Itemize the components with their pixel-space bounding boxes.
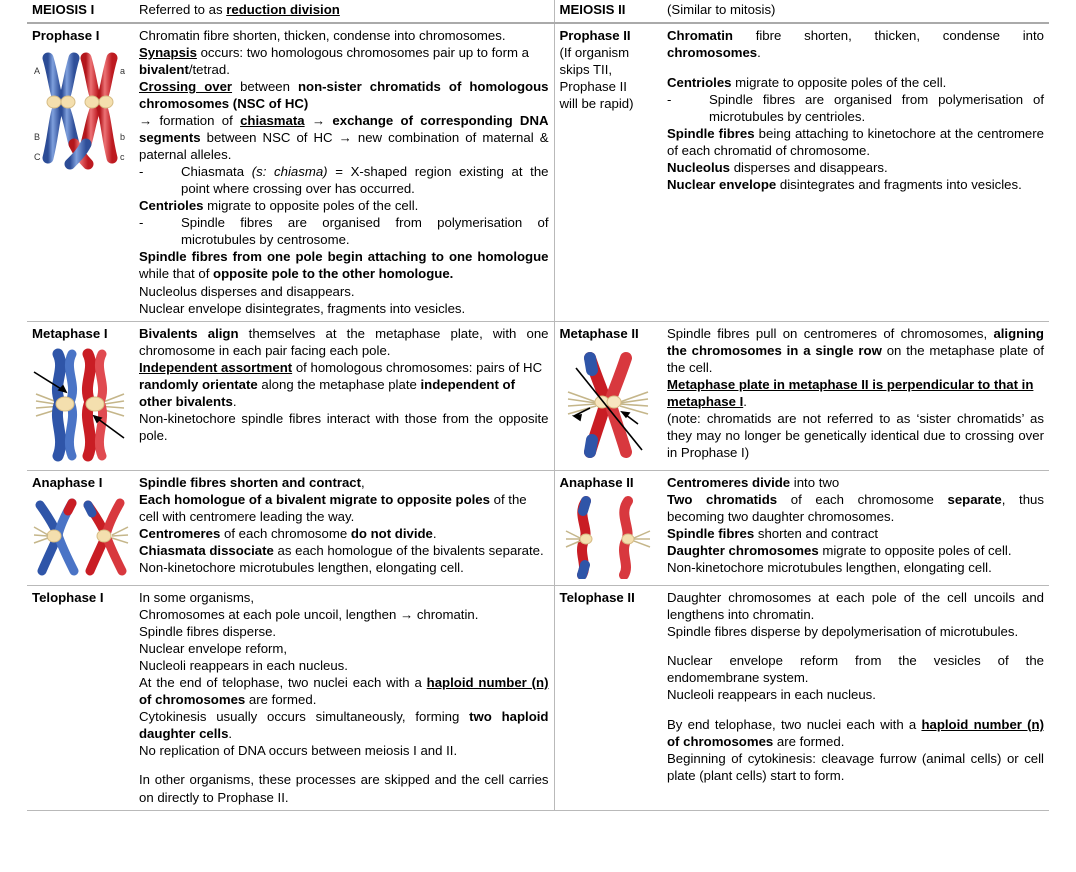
anaphase-ii-label: Anaphase II [559, 474, 634, 490]
prophase-ii-description-cell [662, 23, 1049, 321]
prophase-i-description-cell [134, 23, 554, 321]
telophase-ii-line-6: By end telophase, two nuclei each with a haploid number (n) of chromosomes are formed. [667, 716, 1044, 749]
telophase-i-line-1: Chromosomes at each pole uncoil, lengthen → chromatin. [139, 606, 479, 622]
header-meiosis-i-sub-cell [134, 0, 554, 23]
prophase-ii-line-0: Chromatin fibre shorten, thicken, condense into chromosomes. [667, 28, 1044, 61]
telophase-ii-description-cell [662, 585, 1049, 810]
anaphase-i-phase-cell [27, 470, 134, 585]
table-row-prophase [27, 23, 1049, 321]
svg-text:a: a [120, 66, 126, 77]
metaphase-ii-line-0: Spindle fibres pull on centromeres of chromosomes, aligning the chromosomes in a single row on the metaphase plate of the cell. [667, 325, 1044, 375]
telophase-i-blank-8 [139, 759, 549, 772]
telophase-ii-blank-2 [667, 640, 1044, 653]
dash-bullet-icon: - [139, 164, 144, 180]
prophase-i-line-9: Nuclear envelope disintegrates, fragments into vesicles. [139, 300, 466, 316]
prophase-ii-line-5: Nucleolus disperses and disappears. [667, 159, 888, 175]
meiosis-comparison-table [27, 0, 1049, 811]
anaphase-ii-line-4: Non-kinetochore microtubules lengthen, elongating cell. [667, 559, 992, 575]
prophase-i-line-6: - Spindle fibres are organised from polymerisation of microtubules by centrosome. [139, 215, 549, 248]
metaphase-i-line-1: Independent assortment of homologous chromosomes: pairs of HC randomly orientate along the metaphase plate independent of other bivalents. [139, 359, 543, 409]
table-header-row [27, 0, 1049, 23]
prophase-i-label: Prophase I [32, 28, 100, 44]
metaphase-ii-line-2: (note: chromatids are not referred to as ‘sister chromatids’ as they may no longer be genetically identical due to crossing over in Prophase I) [667, 410, 1044, 460]
telophase-i-line-3: Nuclear envelope reform, [139, 640, 288, 656]
anaphase-i-line-4: Non-kinetochore microtubules lengthen, elongating cell. [139, 559, 464, 575]
table-row-anaphase [27, 470, 1049, 585]
anaphase-ii-line-3: Daughter chromosomes migrate to opposite poles of cell. [667, 542, 1012, 558]
telophase-i-line-5: At the end of telophase, two nuclei each with a haploid number (n) of chromosomes are formed. [139, 674, 549, 707]
prophase-i-line-4: - Chiasmata (s: chiasma) = X-shaped region existing at the point where crossing over has occurred. [139, 164, 549, 197]
metaphase-ii-label: Metaphase II [559, 325, 639, 341]
prophase-ii-label: Prophase II [559, 28, 631, 44]
telophase-ii-line-1: Spindle fibres disperse by depolymerisation of microtubules. [667, 623, 1019, 639]
svg-text:B: B [34, 132, 41, 143]
metaphase-i-label: Metaphase I [32, 325, 108, 341]
prophase-i-sublist-2 [139, 214, 549, 248]
header-meiosis-ii-title-cell [554, 0, 662, 23]
prophase-i-line-3: → formation of chiasmata → exchange of corresponding DNA segments between NSC of HC → new combination of maternal & paternal alleles. [139, 113, 549, 163]
prophase-ii-line-3: - Spindle fibres are organised from polymerisation of microtubules by centrioles. [667, 91, 1044, 124]
metaphase-i-phase-cell [27, 321, 134, 470]
prophase-ii-sublist-1 [667, 91, 1044, 125]
anaphase-i-homologues-diagram [32, 495, 129, 579]
telophase-i-line-9: In other organisms, these processes are skipped and the cell carries on directly to Prophase II. [139, 772, 549, 805]
prophase-i-line-0: Chromatin fibre shorten, thicken, condense into chromosomes. [139, 28, 506, 44]
anaphase-ii-chromatids-diagram [560, 495, 658, 579]
anaphase-ii-line-0: Centromeres divide into two [667, 474, 840, 490]
telophase-ii-line-4: Nucleoli reappears in each nucleus. [667, 687, 876, 703]
prophase-ii-note: (If organism skips TII, Prophase II will be rapid) [559, 45, 634, 112]
prophase-ii-line-4: Spindle fibres being attaching to kinetochore at the centromere of each chromatid of chromosome. [667, 125, 1044, 158]
anaphase-i-description-cell [134, 470, 554, 585]
anaphase-i-line-2: Centromeres of each chromosome do not divide. [139, 525, 437, 541]
telophase-ii-line-3: Nuclear envelope reform from the vesicles of the endomembrane system. [667, 653, 1044, 686]
telophase-i-line-6: Cytokinesis usually occurs simultaneously, forming two haploid daughter cells. [139, 708, 549, 741]
anaphase-i-line-0: Spindle fibres shorten and contract, [139, 474, 365, 490]
metaphase-ii-line-1: Metaphase plate in metaphase II is perpendicular to that in metaphase I. [667, 376, 1034, 409]
anaphase-i-label: Anaphase I [32, 474, 103, 490]
prophase-i-phase-cell [27, 23, 134, 321]
anaphase-ii-line-1: Two chromatids of each chromosome separate, thus becoming two daughter chromosomes. [667, 491, 1044, 524]
table-row-telophase [27, 585, 1049, 810]
telophase-ii-phase-cell [554, 585, 662, 810]
prophase-i-line-2: Crossing over between non-sister chromatids of homologous chromosomes (NSC of HC) [139, 79, 549, 112]
prophase-i-line-7: Spindle fibres from one pole begin attaching to one homologue while that of opposite pole to the other homologue. [139, 249, 549, 282]
prophase-ii-phase-cell [554, 23, 662, 321]
anaphase-ii-phase-cell [554, 470, 662, 585]
svg-text:C: C [34, 152, 41, 163]
telophase-i-line-2: Spindle fibres disperse. [139, 623, 277, 639]
metaphase-i-line-2: Non-kinetochore spindle fibres interact with those from the opposite pole. [139, 410, 549, 443]
prophase-ii-blank-1 [667, 61, 1044, 74]
dash-bullet-icon: - [139, 215, 144, 231]
prophase-ii-line-6: Nuclear envelope disintegrates and fragments into vesicles. [667, 176, 1022, 192]
metaphase-ii-phase-cell [554, 321, 662, 470]
telophase-ii-line-7: Beginning of cytokinesis: cleavage furrow (animal cells) or cell plate (plant cells) start to form. [667, 750, 1044, 783]
metaphase-ii-description-cell [662, 321, 1049, 470]
header-meiosis-ii-title: MEIOSIS II [559, 2, 626, 17]
prophase-i-sublist-1 [139, 163, 549, 197]
header-meiosis-i-title: MEIOSIS I [32, 2, 95, 17]
anaphase-ii-description-cell [662, 470, 1049, 585]
telophase-i-description-cell [134, 585, 554, 810]
telophase-ii-blank-5 [667, 703, 1044, 716]
telophase-ii-label: Telophase II [559, 589, 635, 605]
metaphase-i-line-0: Bivalents align themselves at the metaphase plate, with one chromosome in each pair facing each pole. [139, 325, 549, 358]
prophase-i-line-5: Centrioles migrate to opposite poles of the cell. [139, 198, 419, 214]
prophase-i-crossing-over-diagram [32, 48, 129, 176]
svg-text:c: c [120, 152, 125, 163]
metaphase-i-bivalent-diagram [32, 346, 129, 464]
svg-text:b: b [120, 132, 126, 143]
table-row-metaphase [27, 321, 1049, 470]
svg-text:A: A [34, 66, 41, 77]
header-meiosis-ii-sub-cell [662, 0, 1049, 23]
telophase-i-line-0: In some organisms, [139, 589, 255, 605]
header-meiosis-ii-subtitle: (Similar to mitosis) [667, 2, 776, 17]
telophase-i-line-4: Nucleoli reappears in each nucleus. [139, 657, 348, 673]
prophase-i-line-1: Synapsis occurs: two homologous chromosomes pair up to form a bivalent/tetrad. [139, 45, 529, 78]
telophase-i-label: Telophase I [32, 589, 104, 605]
telophase-i-phase-cell [27, 585, 134, 810]
header-meiosis-i-title-cell [27, 0, 134, 23]
header-meiosis-i-subtitle: Referred to as [139, 2, 227, 17]
metaphase-i-description-cell [134, 321, 554, 470]
telophase-ii-line-0: Daughter chromosomes at each pole of the cell uncoils and lengthens into chromatin. [667, 589, 1044, 622]
prophase-i-line-8: Nucleolus disperses and disappears. [139, 283, 355, 299]
prophase-ii-line-2: Centrioles migrate to opposite poles of the cell. [667, 74, 947, 90]
anaphase-ii-line-2: Spindle fibres shorten and contract [667, 525, 879, 541]
anaphase-i-line-1: Each homologue of a bivalent migrate to opposite poles of the cell with centromere leading the way. [139, 491, 527, 524]
metaphase-ii-chromosome-diagram [560, 346, 658, 464]
dash-bullet-icon: - [667, 91, 672, 107]
anaphase-i-line-3: Chiasmata dissociate as each homologue of the bivalents separate. [139, 542, 544, 558]
telophase-i-line-7: No replication of DNA occurs between meiosis I and II. [139, 742, 458, 758]
header-reduction-division-term: reduction division [226, 2, 340, 17]
